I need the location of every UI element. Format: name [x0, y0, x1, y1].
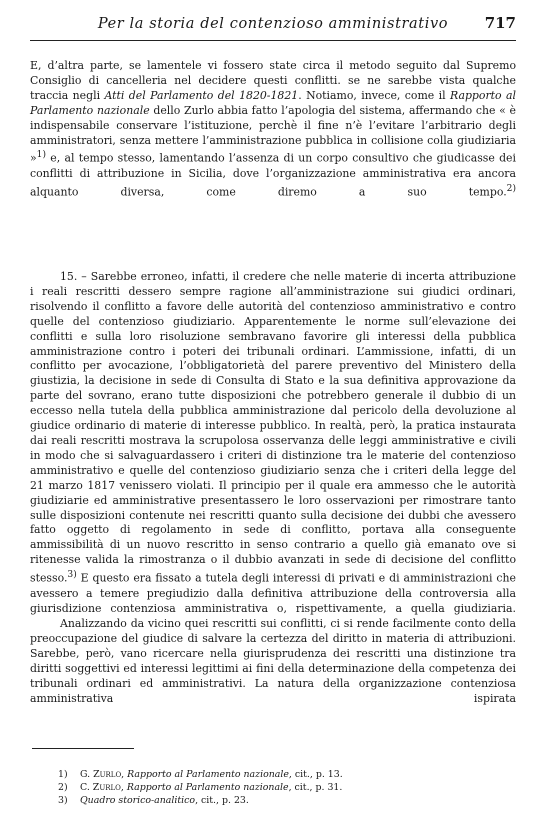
p1-text-2: . Notiamo, invece, come il — [298, 88, 451, 102]
footnote-author: G. Zurlo, — [80, 769, 125, 780]
p3-text-1: Analizzando da vicino quei rescritti sui conflitti, ci si rende facilmente conto della preoccupazione del giudice di salvare la certezza del diritto in materia di attribuzioni. Sarebbe, però, vano ricercare nella giurisprudenza dei rescritti una distinzione tra diritti soggettivi ed interessi legittimi ai fini della determinazione della competenza dei tribunali ordinari ed amministrativi. La natura della organizzazione contenziosa amministrativa ispirata — [30, 617, 516, 705]
page-number: 717 — [484, 14, 516, 32]
footnote-ref: , cit., p. 31. — [288, 782, 343, 793]
footnote-ref: , cit., p. 23. — [195, 795, 249, 806]
footnote-2 — [58, 781, 518, 794]
footnote-author: C. Zurlo, — [80, 782, 124, 793]
paragraph-3 — [30, 617, 516, 706]
p2-text-2: E questo era fissato a tutela degli interessi di privati e di amministrazioni che avessero a temere pregiudizio dalla definitiva attribuzione della controversia alla giurisdizione contenziosa amministrativa o, rispettivamente, a quella giudiziaria. — [30, 571, 516, 615]
footnote-title: Rapporto al Parlamento nazionale — [126, 782, 289, 793]
p2-text-1: 15. – Sarebbe erroneo, infatti, il credere che nelle materie di incerta attribuzione i reali rescritti dessero sempre ragione all’amministrazione sui giudici ordinari, risolvendo il conflitto a favore delle autorità del contenzioso amministrativo e contro quelle del contenzioso giudiziario. Apparentemente le norme sull’elevazione dei conflitti e sulla loro risoluzione sembravano favorire gli interessi della pubblica amministrazione contro i poteri dei tribunali ordinari. L’ammissione, infatti, di un conflitto per avocazione, l’obbligatorietà del parere preventivo del Ministero della giustizia, la decisione in sede di Consulta di Stato e la sua definitiva approvazione da parte del sovrano, erano tutte disposizioni che potrebbero generale il dubbio di un eccesso nella tutela della pubblica amministrazione dal pericolo della devoluzione al giudice ordinario di materie di interesse pubblico. In realtà, però, la pratica instaurata dai reali rescritti mostrava la scrupolosa osservanza delle leggi amministrative e civili in modo che si salvaguardassero i criteri di distinzione tra le materie del contenzioso amministrativo e quelle del contenzioso giudiziario senza che i criteri della legge del 21 marzo 1817 venissero violati. Il principio per il quale era ammesso che le autorità giudiziarie ed amministrative presentassero le loro osservazioni per rimostrare tanto sulle disposizioni contenute nei rescritti quanto sulla decisione dei dubbi che avessero fatto oggetto di regolamento in sede di conflitto, portava alla conseguente ammissibilità di un nuovo rescritto in senso contrario a quello già emanato ove si ritenesse valida la rimostranza o il dubbio avanzati in sede di decisione del conflitto stesso. — [30, 270, 516, 585]
running-header — [30, 14, 516, 41]
footnote-1 — [58, 768, 518, 781]
footnote-title: Quadro storico-analitico — [80, 795, 196, 806]
footnote-ref-1[interactable]: 1) — [36, 150, 46, 161]
p1-text-4: e, al tempo stesso, lamentando l’assenza di un corpo consultivo che giudicasse dei conflitti di attribuzione in Sicilia, dove l’organizzazione amministrativa era ancora alquanto diversa, come diremo a suo tempo. — [30, 152, 516, 199]
p1-text-3: dello Zurlo abbia fatto l’apologia del sistema, affermando che « è indispensabile conservare l’istituzione, perchè il fine n’è l’evitare l’arbitrario degli amministratori, senza mettere l’amministrazione pubblica in collisione colla giudiziaria » — [30, 103, 516, 166]
footnote-number: 3) — [58, 795, 68, 806]
footnote-divider — [32, 748, 134, 749]
p1-italic-rapporto: Rapporto al Parlamento nazionale — [30, 88, 516, 117]
footnote-number: 2) — [58, 782, 68, 793]
paragraph-1 — [30, 59, 516, 200]
footnote-ref-2[interactable]: 2) — [506, 183, 516, 194]
footnote-3 — [58, 794, 518, 807]
running-title: Per la storia del contenzioso amministrativo — [97, 16, 449, 32]
footnote-number: 1) — [58, 769, 68, 780]
p1-italic-atti: Atti del Parlamento del 1820-1821 — [104, 88, 299, 102]
footnote-ref-3[interactable]: 3) — [67, 570, 77, 581]
p1-text-1: E, d’altra parte, se lamentele vi fossero state circa il metodo seguito dal Supremo Consiglio di cancelleria nel decidere questi conflitti. se ne sarebbe vista qualche traccia negli — [30, 59, 516, 102]
footnotes — [58, 768, 518, 807]
footnote-title: Rapporto al Parlamento nazionale — [127, 769, 289, 780]
paragraph-15 — [30, 270, 516, 616]
footnote-ref: , cit., p. 13. — [288, 769, 343, 780]
